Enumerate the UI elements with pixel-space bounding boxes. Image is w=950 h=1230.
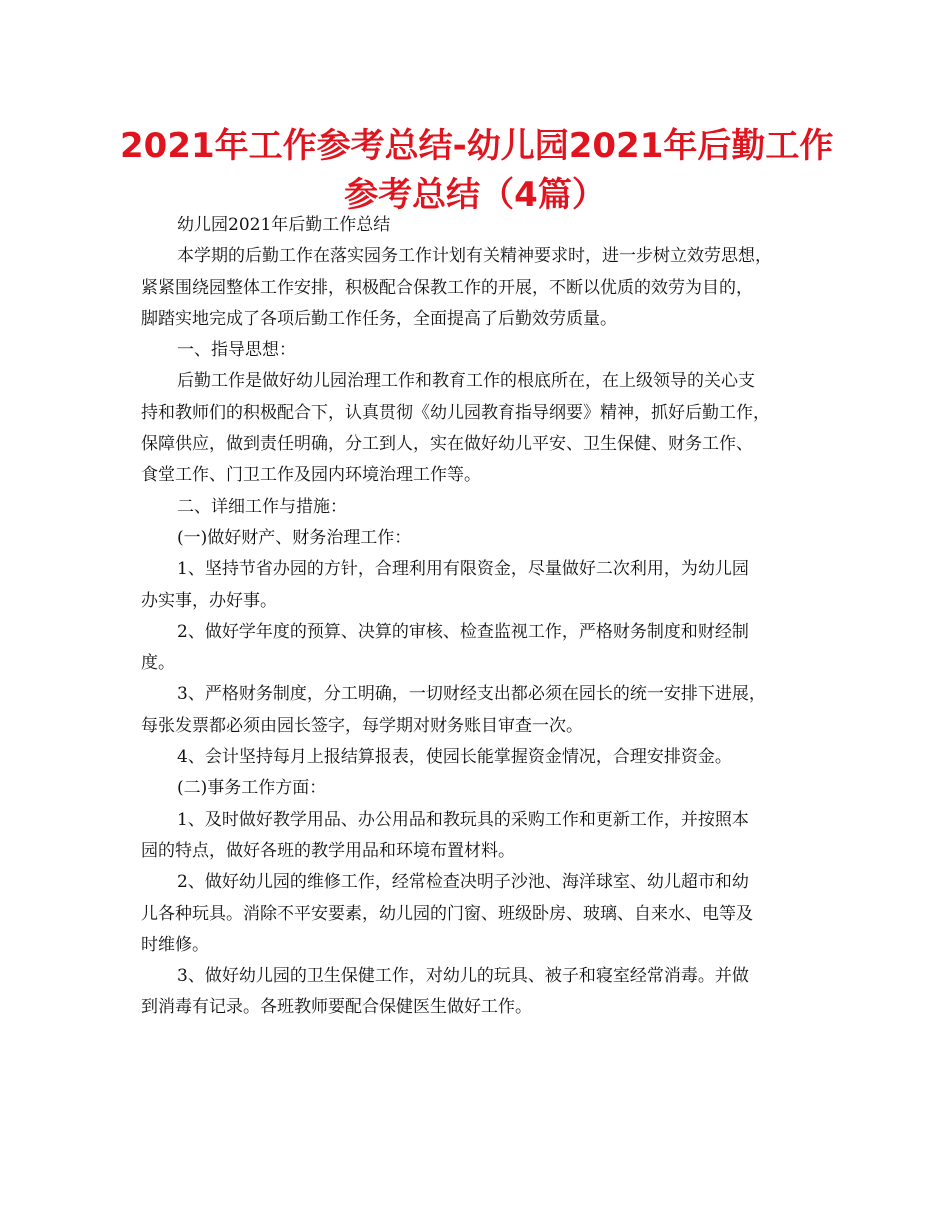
text-line: 二、详细工作与措施：	[177, 496, 347, 517]
text-line: 3、严格财务制度，分工明确，一切财经支出都必须在园长的统一安排下进展，	[177, 684, 766, 705]
text-line: 3、做好幼儿园的卫生保健工作，对幼儿的玩具、被子和寝室经常消毒。并做	[177, 966, 749, 987]
text-line: 时维修。	[141, 934, 209, 955]
text-line: 儿各种玩具。消除不平安要素，幼儿园的门窗、班级卧房、玻璃、自来水、电等及	[141, 903, 753, 924]
text-line: 4、会计坚持每月上报结算报表，使园长能掌握资金情况，合理安排资金。	[177, 747, 732, 768]
text-line: 到消毒有记录。各班教师要配合保健医生做好工作。	[141, 997, 532, 1018]
text-line: 本学期的后勤工作在落实园务工作计划有关精神要求时，进一步树立效劳思想，	[177, 246, 772, 267]
title-line-1: 2021年工作参考总结-幼儿园2021年后勤工作	[120, 126, 834, 166]
text-line: 每张发票都必须由园长签字，每学期对财务账目审查一次。	[141, 715, 583, 736]
text-line: 2、做好幼儿园的维修工作，经常检查决明子沙池、海洋球室、幼儿超市和幼	[177, 872, 749, 893]
text-line: 食堂工作、门卫工作及园内环境治理工作等。	[141, 465, 481, 486]
text-line: 办实事，办好事。	[141, 590, 277, 611]
text-line: 紧紧围绕园整体工作安排，积极配合保教工作的开展，不断以优质的效劳为目的，	[141, 277, 753, 298]
text-line: 幼儿园2021年后勤工作总结	[177, 215, 391, 235]
text-line: 持和教师们的积极配合下，认真贯彻《幼儿园教育指导纲要》精神，抓好后勤工作，	[141, 402, 770, 423]
text-line: (一)做好财产、财务治理工作：	[177, 527, 412, 548]
text-line: 1、及时做好教学用品、办公用品和教玩具的采购工作和更新工作，并按照本	[177, 809, 749, 830]
text-line: 园的特点，做好各班的教学用品和环境布置材料。	[141, 840, 515, 861]
document-title	[120, 122, 834, 220]
title-line-2: 参考总结（4篇）	[344, 175, 606, 215]
document-body	[141, 210, 816, 1024]
text-line: (二)事务工作方面：	[177, 778, 327, 799]
text-line: 保障供应，做到责任明确，分工到人，实在做好幼儿平安、卫生保健、财务工作、	[141, 434, 753, 455]
text-line: 脚踏实地完成了各项后勤工作任务，全面提高了后勤效劳质量。	[141, 308, 617, 329]
text-line: 一、指导思想：	[177, 340, 296, 361]
text-line: 后勤工作是做好幼儿园治理工作和教育工作的根底所在，在上级领导的关心支	[177, 371, 755, 392]
text-line: 2、做好学年度的预算、决算的审核、检查监视工作，严格财务制度和财经制	[177, 621, 749, 642]
text-line: 1、坚持节省办园的方针，合理利用有限资金，尽量做好二次利用，为幼儿园	[177, 559, 749, 580]
text-line: 度。	[141, 653, 175, 674]
